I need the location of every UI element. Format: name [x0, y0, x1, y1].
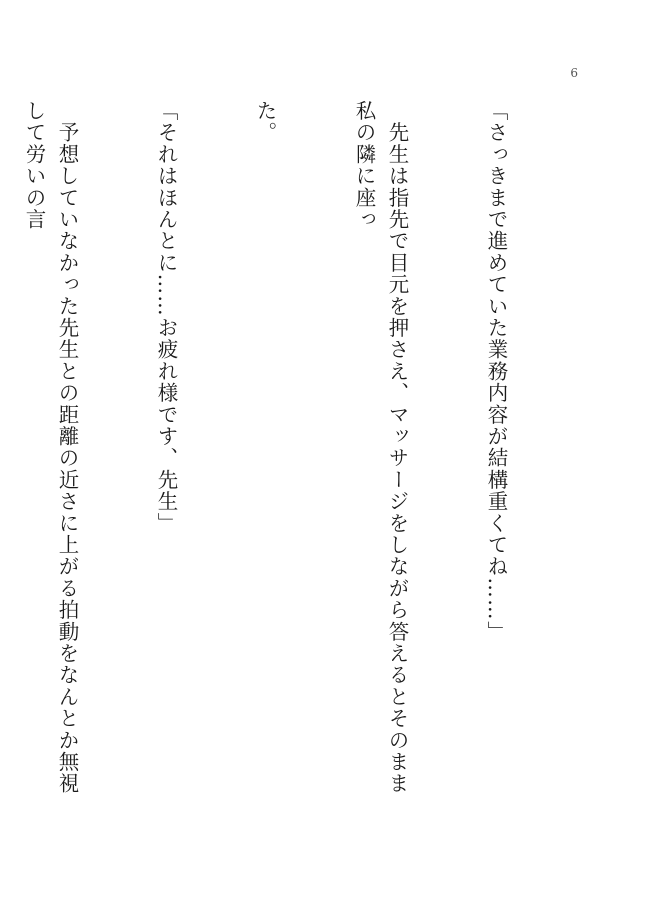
- text-line: た。: [253, 100, 277, 144]
- text-line: 予想していなかった先生との距離の近さに上がる拍動をなんとか無視して労いの言: [22, 100, 79, 795]
- page-number: 6: [570, 66, 578, 80]
- text-line: 「それはほんとに……お疲れ様です、先生」: [154, 100, 178, 534]
- text-line: 「さっきまで進めていた業務内容が結構重くてね……」: [484, 100, 508, 643]
- text-line: 先生は指先で目元を押さえ、マッサージをしながら答えるとそのまま私の隣に座っ: [352, 100, 409, 795]
- vertical-text-body: [22, 100, 578, 812]
